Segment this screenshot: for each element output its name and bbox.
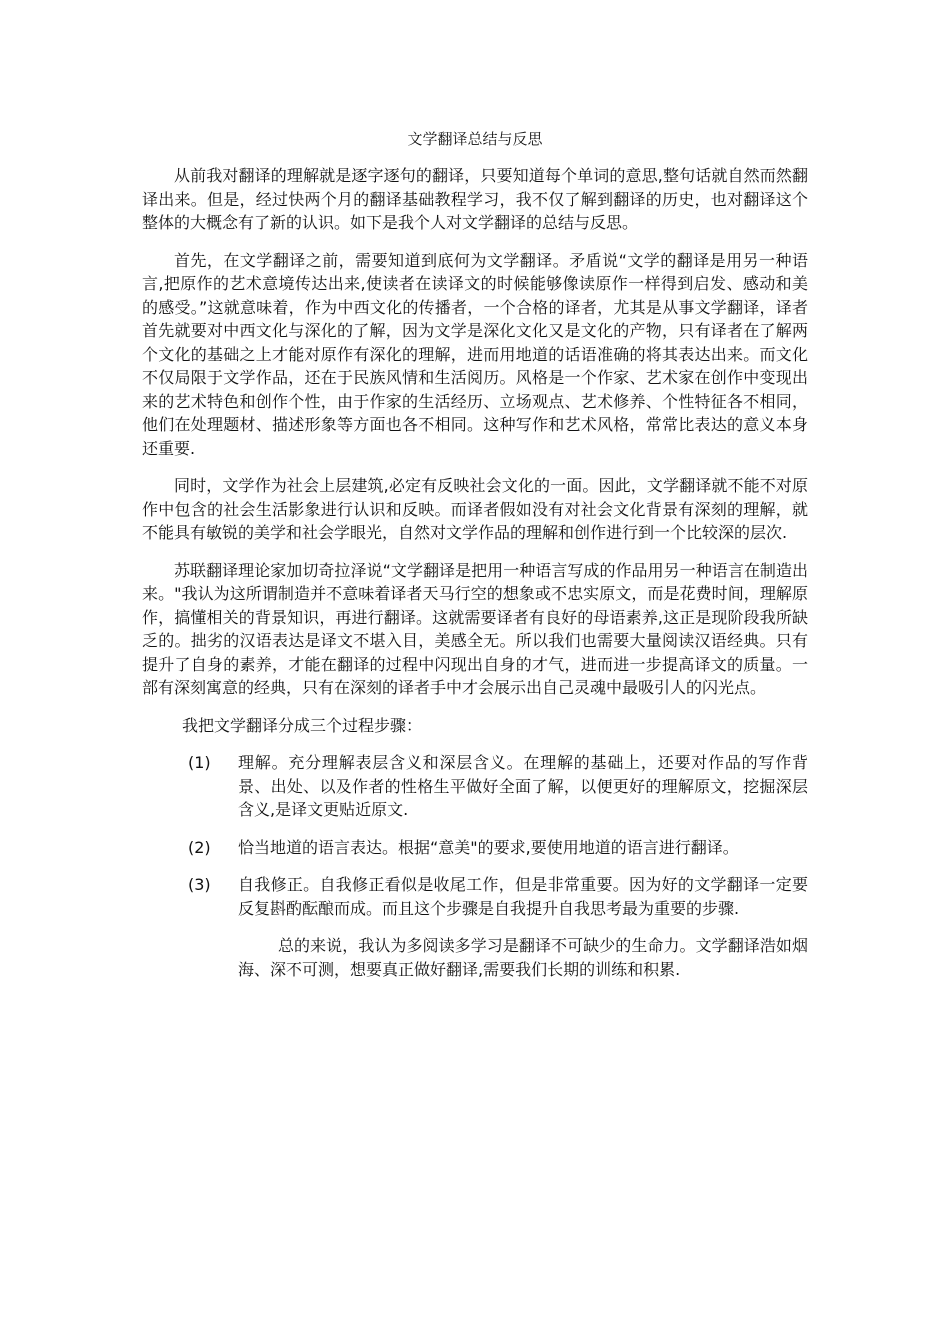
step-item	[142, 751, 808, 822]
paragraph-conclusion: 总的来说，我认为多阅读多学习是翻译不可缺少的生命力。文学翻译浩如烟海、深不可测，想要真正做好翻译,需要我们长期的训练和积累.	[238, 936, 808, 979]
document-title: 文学翻译总结与反思	[407, 130, 543, 148]
paragraph-intro: 从前我对翻译的理解就是逐字逐句的翻译，只要知道每个单词的意思,整句话就自然而然翻译出来。但是，经过快两个月的翻译基础教程学习，我不仅了解到翻译的历史，也对翻译这个整体的大概念有了新的认识。如下是我个人对文学翻译的总结与反思。	[142, 166, 808, 232]
steps-intro: 我把文学翻译分成三个过程步骤：	[182, 715, 423, 735]
document-page	[142, 128, 808, 995]
paragraph-theory: 苏联翻译理论家加切奇拉泽说“文学翻译是把用一种语言写成的作品用另一种语言在制造出来。"我认为这所谓制造并不意味着译者天马行空的想象或不忠实原文，而是花费时间，理解原作，搞懂相关的背景知识，再进行翻译。这就需要译者有良好的母语素养,这正是现阶段我所缺乏的。拙劣的汉语表达是译文不堪入目，美感全无。所以我们也需要大量阅读汉语经典。只有提升了自身的素养，才能在翻译的过程中闪现出自身的才气，进而进一步提高译文的质量。一部有深刻寓意的经典，只有在深刻的译者手中才会展示出自己灵魂中最吸引人的闪光点。	[142, 560, 808, 697]
paragraph-definition: 首先，在文学翻译之前，需要知道到底何为文学翻译。矛盾说“文学的翻译是用另一种语言,把原作的艺术意境传达出来,使读者在读译文的时候能够像读原作一样得到启发、感动和美的感受。”这就意味着，作为中西文化的传播者，一个合格的译者，尤其是从事文学翻译，译者首先就要对中西文化与深化的了解，因为文学是深化文化又是文化的产物，只有译者在了解两个文化的基础之上才能对原作有深化的理解，进而用地道的话语准确的将其表达出来。而文化不仅局限于文学作品，还在于民族风情和生活阅历。风格是一个作家、艺术家在创作中变现出来的艺术特色和创作个性，由于作家的生活经历、立场观点、艺术修养、个性特征各不相同，他们在处理题材、描述形象等方面也各不相同。这种写作和艺术风格，常常比表达的意义本身还重要.	[142, 250, 808, 458]
step-text: 理解。充分理解表层含义和深层含义。在理解的基础上，还要对作品的写作背景、出处、以及作者的性格生平做好全面了解，以便更好的理解原文，挖掘深层含义,是译文更贴近原文.	[238, 753, 808, 819]
step-item	[142, 836, 808, 860]
step-number: (1)	[188, 753, 211, 772]
step-number: (2)	[188, 837, 211, 857]
step-text: 自我修正。自我修正看似是收尾工作，但是非常重要。因为好的文学翻译一定要反复斟酌酝酿而成。而且这个步骤是自我提升自我思考最为重要的步骤.	[238, 875, 808, 918]
step-text: 恰当地道的语言表达。根据“意美"的要求,要使用地道的语言进行翻译。	[238, 837, 739, 857]
step-number: (3)	[188, 875, 211, 894]
step-item	[142, 873, 808, 920]
paragraph-society: 同时，文学作为社会上层建筑,必定有反映社会文化的一面。因此，文学翻译就不能不对原作中包含的社会生活影象进行认识和反映。而译者假如没有对社会文化背景有深刻的理解，就不能具有敏锐的美学和社会学眼光，自然对文学作品的理解和创作进行到一个比较深的层次.	[142, 476, 808, 542]
